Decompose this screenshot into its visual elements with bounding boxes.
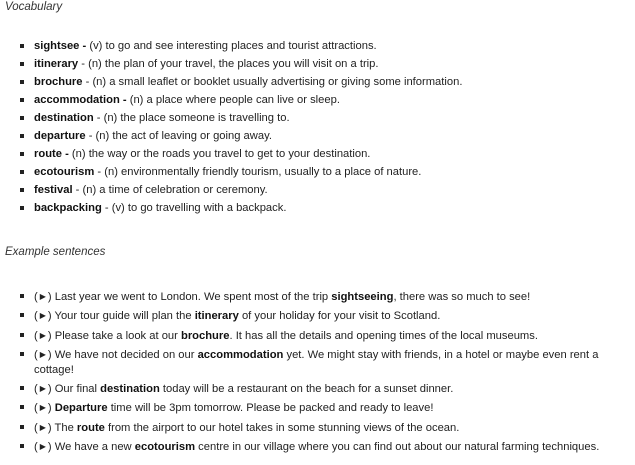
vocabulary-item [20, 57, 625, 75]
sentence-text: The [51, 421, 77, 434]
sentence-text: , there was so much to see! [393, 291, 531, 303]
audio-play-button[interactable] [34, 330, 52, 342]
play-close-paren: ) [47, 310, 52, 323]
sentence-keyword: route [76, 421, 105, 434]
vocabulary-item [20, 93, 625, 111]
vocabulary-definition: - (n) the place someone is travelling to. [93, 112, 290, 124]
vocabulary-definition: (n) the way or the roads you travel to get to your destination. [68, 148, 371, 160]
sentence-text: Our final [51, 383, 101, 396]
play-icon[interactable]: ▶ [39, 422, 46, 432]
vocabulary-term: departure [34, 130, 86, 142]
bullet-icon [20, 352, 24, 356]
example-sentence [20, 289, 625, 305]
play-icon[interactable]: ▶ [39, 403, 46, 413]
vocabulary-item [20, 165, 625, 183]
sentence-text: centre in our village where you can find out about our natural farming techniques. [195, 441, 600, 454]
example-sentences-list [20, 289, 625, 458]
bullet-icon [20, 80, 24, 84]
vocabulary-item [20, 201, 625, 219]
sentence-text: Please take a look at our [51, 329, 181, 342]
vocabulary-definition: - (v) to go travelling with a backpack. [101, 202, 287, 214]
vocabulary-term: sightsee - [34, 40, 87, 52]
example-sentence [20, 328, 625, 344]
vocabulary-heading: Vocabulary [5, 1, 63, 13]
example-sentence [20, 308, 625, 324]
bullet-icon [20, 152, 24, 156]
audio-play-button[interactable] [34, 349, 52, 361]
sentence-keyword: destination [100, 383, 160, 396]
vocabulary-term: ecotourism [34, 166, 95, 178]
vocabulary-term: backpacking [34, 202, 102, 214]
play-close-paren: ) [47, 383, 52, 396]
sentence-text: We have not decided on our [51, 348, 198, 361]
vocabulary-term: accommodation - [34, 94, 127, 106]
sentence-keyword: brochure [180, 329, 230, 342]
vocabulary-definition: - (n) the act of leaving or going away. [85, 130, 272, 142]
play-close-paren: ) [47, 421, 52, 434]
sentence-text: . It has all the details and opening times of the local museums. [229, 329, 538, 342]
bullet-icon [20, 206, 24, 210]
vocabulary-term: brochure [34, 76, 83, 88]
example-sentence [20, 439, 625, 455]
play-open-paren: ( [34, 421, 38, 434]
example-sentences-heading: Example sentences [5, 246, 106, 258]
sentence-keyword: ecotourism [134, 441, 196, 454]
bullet-icon [20, 386, 24, 390]
audio-play-button[interactable] [34, 310, 52, 322]
vocabulary-definition: - (n) environmentally friendly tourism, usually to a place of nature. [94, 166, 422, 178]
sentence-keyword: accommodation [197, 348, 284, 361]
bullet-icon [20, 170, 24, 174]
vocabulary-definition: (v) to go and see interesting places and tourist attractions. [86, 40, 377, 52]
bullet-icon [20, 313, 24, 317]
sentence-text: We have a new [51, 441, 135, 454]
vocabulary-term: destination [34, 112, 94, 124]
example-sentence [20, 381, 625, 397]
vocabulary-term: itinerary [34, 58, 79, 70]
sentence-text: time will be 3pm tomorrow. Please be packed and ready to leave! [107, 402, 434, 415]
example-sentence [20, 347, 625, 378]
play-icon[interactable]: ▶ [39, 330, 46, 340]
audio-play-button[interactable] [34, 291, 52, 303]
sentence-text: Your tour guide will plan the [51, 310, 195, 323]
play-close-paren: ) [47, 441, 52, 454]
bullet-icon [20, 188, 24, 192]
bullet-icon [20, 44, 24, 48]
play-open-paren: ( [34, 310, 38, 323]
play-close-paren: ) [47, 402, 52, 415]
example-sentence [20, 420, 625, 436]
vocabulary-definition: - (n) a time of celebration or ceremony. [72, 184, 268, 196]
play-open-paren: ( [34, 383, 38, 396]
play-icon[interactable]: ▶ [39, 311, 46, 321]
sentence-keyword: Departure [54, 402, 108, 415]
play-open-paren: ( [34, 348, 38, 361]
sentence-keyword: sightseeing [331, 291, 394, 303]
vocabulary-item [20, 147, 625, 165]
audio-play-button[interactable] [34, 402, 52, 414]
audio-play-button[interactable] [34, 441, 52, 453]
vocabulary-term: festival [34, 184, 73, 196]
play-open-paren: ( [34, 441, 38, 454]
play-open-paren: ( [34, 329, 38, 342]
audio-play-button[interactable] [34, 383, 52, 395]
vocabulary-item [20, 129, 625, 147]
sentence-text: from the airport to our hotel takes in some stunning views of the ocean. [104, 421, 460, 434]
play-icon[interactable]: ▶ [39, 349, 46, 359]
sentence-text: yet. We might stay with friends, in a hotel or maybe even rent a cottage! [34, 348, 599, 376]
vocabulary-term: route - [34, 148, 69, 160]
bullet-icon [20, 116, 24, 120]
bullet-icon [20, 425, 24, 429]
bullet-icon [20, 444, 24, 448]
play-icon[interactable]: ▶ [39, 292, 46, 301]
bullet-icon [20, 98, 24, 102]
vocabulary-definition: (n) a place where people can live or sleep. [126, 94, 340, 106]
vocabulary-item [20, 111, 625, 129]
vocabulary-list [20, 39, 625, 219]
play-close-paren: ) [47, 291, 52, 303]
vocabulary-item [20, 39, 625, 57]
play-icon[interactable]: ▶ [39, 384, 46, 394]
play-open-paren: ( [34, 402, 38, 415]
bullet-icon [20, 294, 24, 298]
bullet-icon [20, 62, 24, 66]
vocabulary-item [20, 183, 625, 201]
sentence-keyword: itinerary [194, 310, 239, 323]
vocabulary-definition: - (n) a small leaflet or booklet usually advertising or giving some information. [82, 76, 463, 88]
audio-play-button[interactable] [34, 422, 52, 434]
play-close-paren: ) [47, 329, 52, 342]
sentence-text: today will be a restaurant on the beach for a sunset dinner. [159, 383, 454, 396]
sentence-text: of your holiday for your visit to Scotland. [238, 310, 441, 323]
example-sentence [20, 400, 625, 416]
bullet-icon [20, 333, 24, 337]
bullet-icon [20, 134, 24, 138]
vocabulary-definition: - (n) the plan of your travel, the places you will visit on a trip. [78, 58, 379, 70]
sentence-text: Last year we went to London. We spent most of the trip [51, 291, 332, 303]
vocabulary-item [20, 75, 625, 93]
play-close-paren: ) [47, 348, 52, 361]
bullet-icon [20, 405, 24, 409]
play-open-paren: ( [34, 291, 38, 303]
play-icon[interactable]: ▶ [39, 442, 46, 452]
